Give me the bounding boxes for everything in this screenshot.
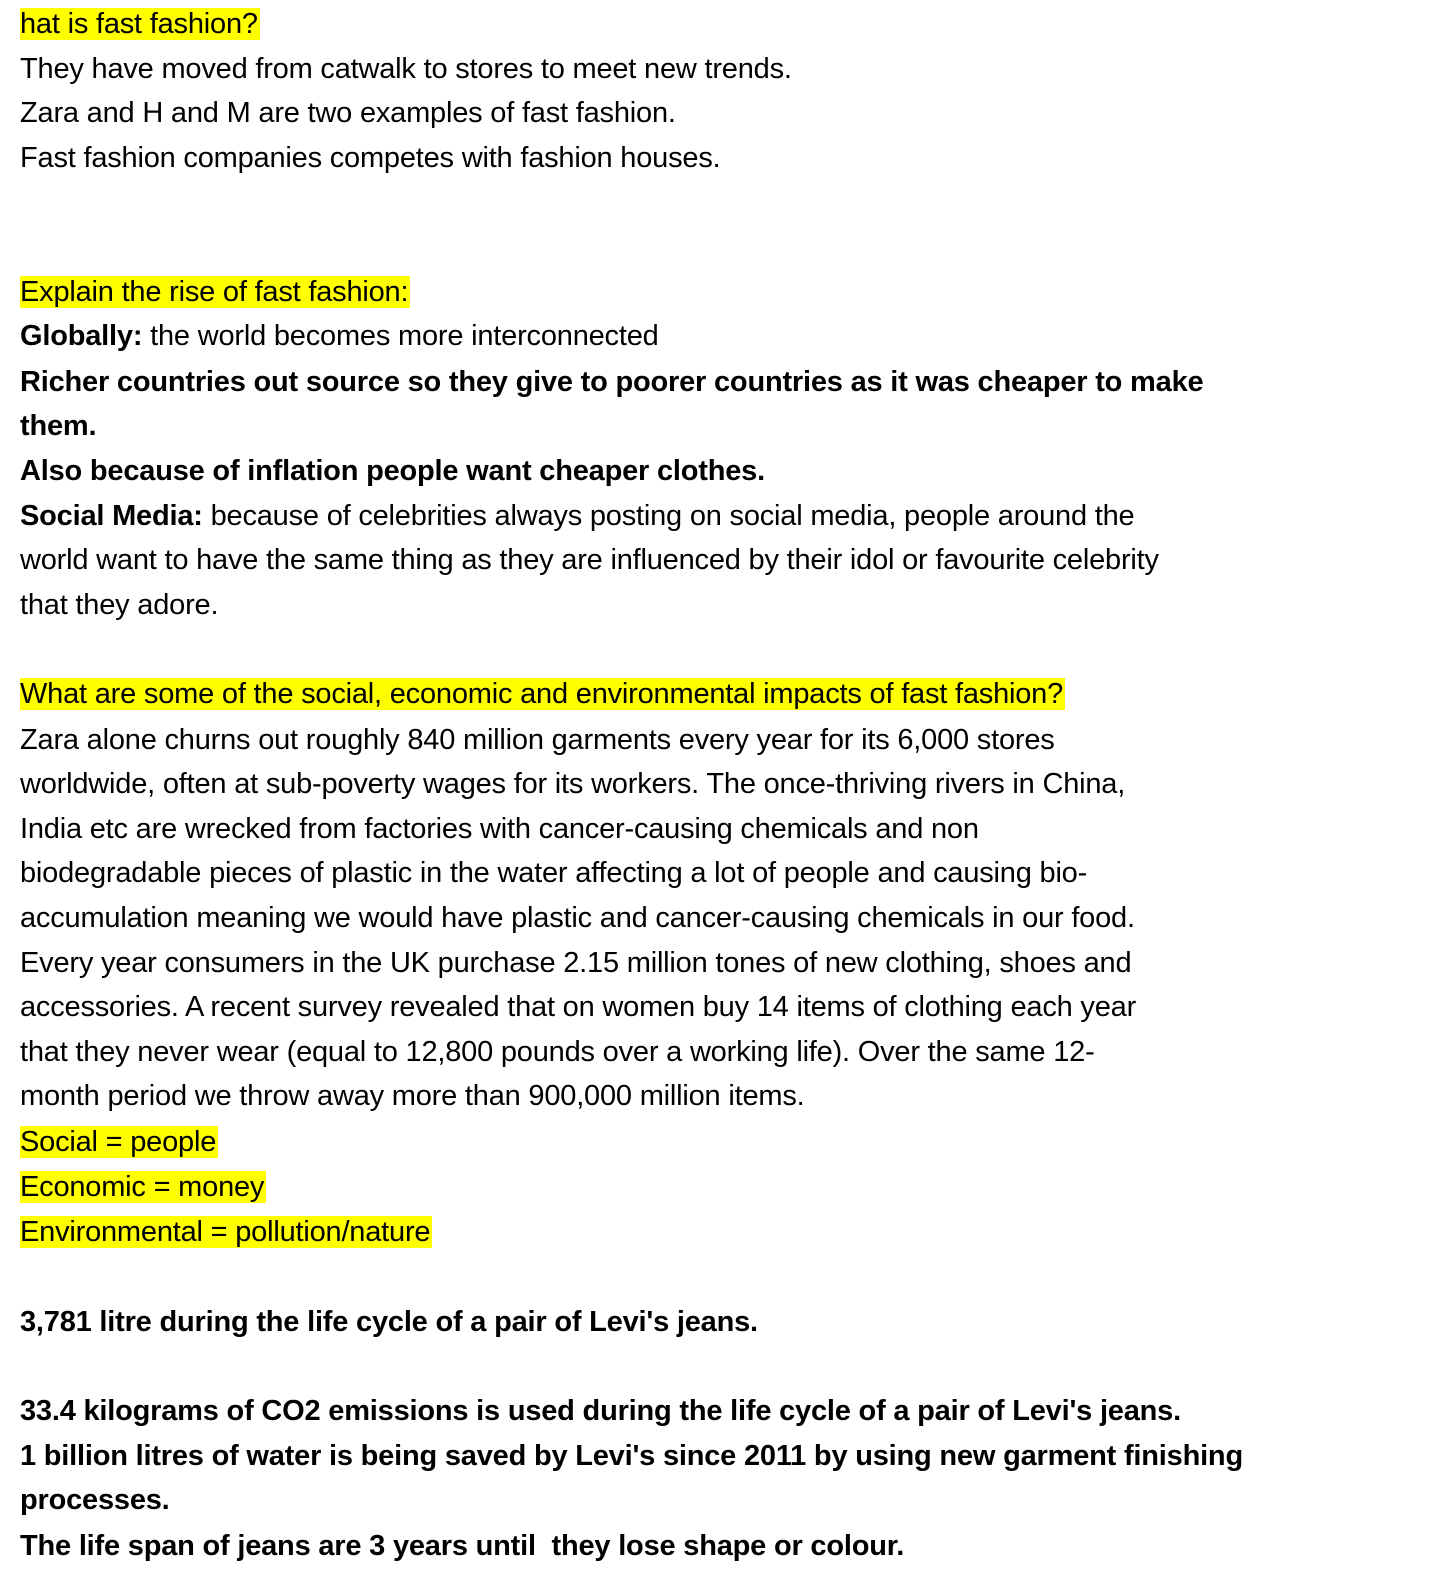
heading-rise-of-fast-fashion xyxy=(20,270,410,314)
social-media-label: Social Media: xyxy=(20,500,203,532)
social-media-text: because of celebrities always posting on social media, people around the xyxy=(202,500,1135,532)
social-media-line-cont: world want to have the same thing as they are influenced by their idol or favourite celebrity xyxy=(20,544,1159,576)
paragraph-line: biodegradable pieces of plastic in the water affecting a lot of people and causing bio- xyxy=(20,857,1088,889)
definition-economic xyxy=(20,1165,266,1209)
heading-what-is-fast-fashion xyxy=(20,2,260,46)
paragraph-line: Fast fashion companies competes with fashion houses. xyxy=(20,142,721,174)
fact-water-saved: 1 billion litres of water is being saved by Levi's since 2011 by using new garment finishing xyxy=(20,1440,1243,1472)
paragraph-line: month period we throw away more than 900,000 million items. xyxy=(20,1080,805,1112)
paragraph-line: that they never wear (equal to 12,800 pounds over a working life). Over the same 12- xyxy=(20,1036,1095,1068)
richer-countries-line-cont: them. xyxy=(20,410,97,442)
globally-text: the world becomes more interconnected xyxy=(142,320,659,352)
paragraph-line: worldwide, often at sub-poverty wages for its workers. The once-thriving rivers in China, xyxy=(20,768,1126,800)
social-media-line xyxy=(20,494,1134,538)
definition-social xyxy=(20,1120,218,1164)
paragraph-line: Every year consumers in the UK purchase 2.15 million tones of new clothing, shoes and xyxy=(20,947,1132,979)
highlighted-heading: hat is fast fashion? xyxy=(20,8,258,40)
highlighted-definition: Social = people xyxy=(20,1126,217,1158)
social-media-line-cont: that they adore. xyxy=(20,589,219,621)
definition-environmental xyxy=(20,1210,432,1254)
fact-water-jeans: 3,781 litre during the life cycle of a pair of Levi's jeans. xyxy=(20,1306,758,1338)
highlighted-heading: What are some of the social, economic and environmental impacts of fast fashion? xyxy=(20,678,1064,710)
highlighted-definition: Economic = money xyxy=(20,1171,265,1203)
paragraph-line: accumulation meaning we would have plastic and cancer-causing chemicals in our food. xyxy=(20,902,1135,934)
fact-co2: 33.4 kilograms of CO2 emissions is used during the life cycle of a pair of Levi's jeans. xyxy=(20,1395,1181,1427)
globally-line xyxy=(20,314,659,358)
globally-label: Globally: xyxy=(20,320,143,352)
paragraph-line: Zara and H and M are two examples of fast fashion. xyxy=(20,97,676,129)
paragraph-line: Zara alone churns out roughly 840 million garments every year for its 6,000 stores xyxy=(20,724,1055,756)
highlighted-heading: Explain the rise of fast fashion: xyxy=(20,276,409,308)
heading-impacts xyxy=(20,672,1065,716)
paragraph-line: They have moved from catwalk to stores to meet new trends. xyxy=(20,53,792,85)
paragraph-line: accessories. A recent survey revealed that on women buy 14 items of clothing each year xyxy=(20,991,1137,1023)
highlighted-definition: Environmental = pollution/nature xyxy=(20,1216,431,1248)
fact-water-saved-cont: processes. xyxy=(20,1484,170,1516)
paragraph-line: India etc are wrecked from factories with cancer-causing chemicals and non xyxy=(20,813,979,845)
fact-lifespan: The life span of jeans are 3 years until they lose shape or colour. xyxy=(20,1530,905,1562)
richer-countries-line: Richer countries out source so they give to poorer countries as it was cheaper to make xyxy=(20,366,1204,398)
inflation-line: Also because of inflation people want cheaper clothes. xyxy=(20,455,765,487)
